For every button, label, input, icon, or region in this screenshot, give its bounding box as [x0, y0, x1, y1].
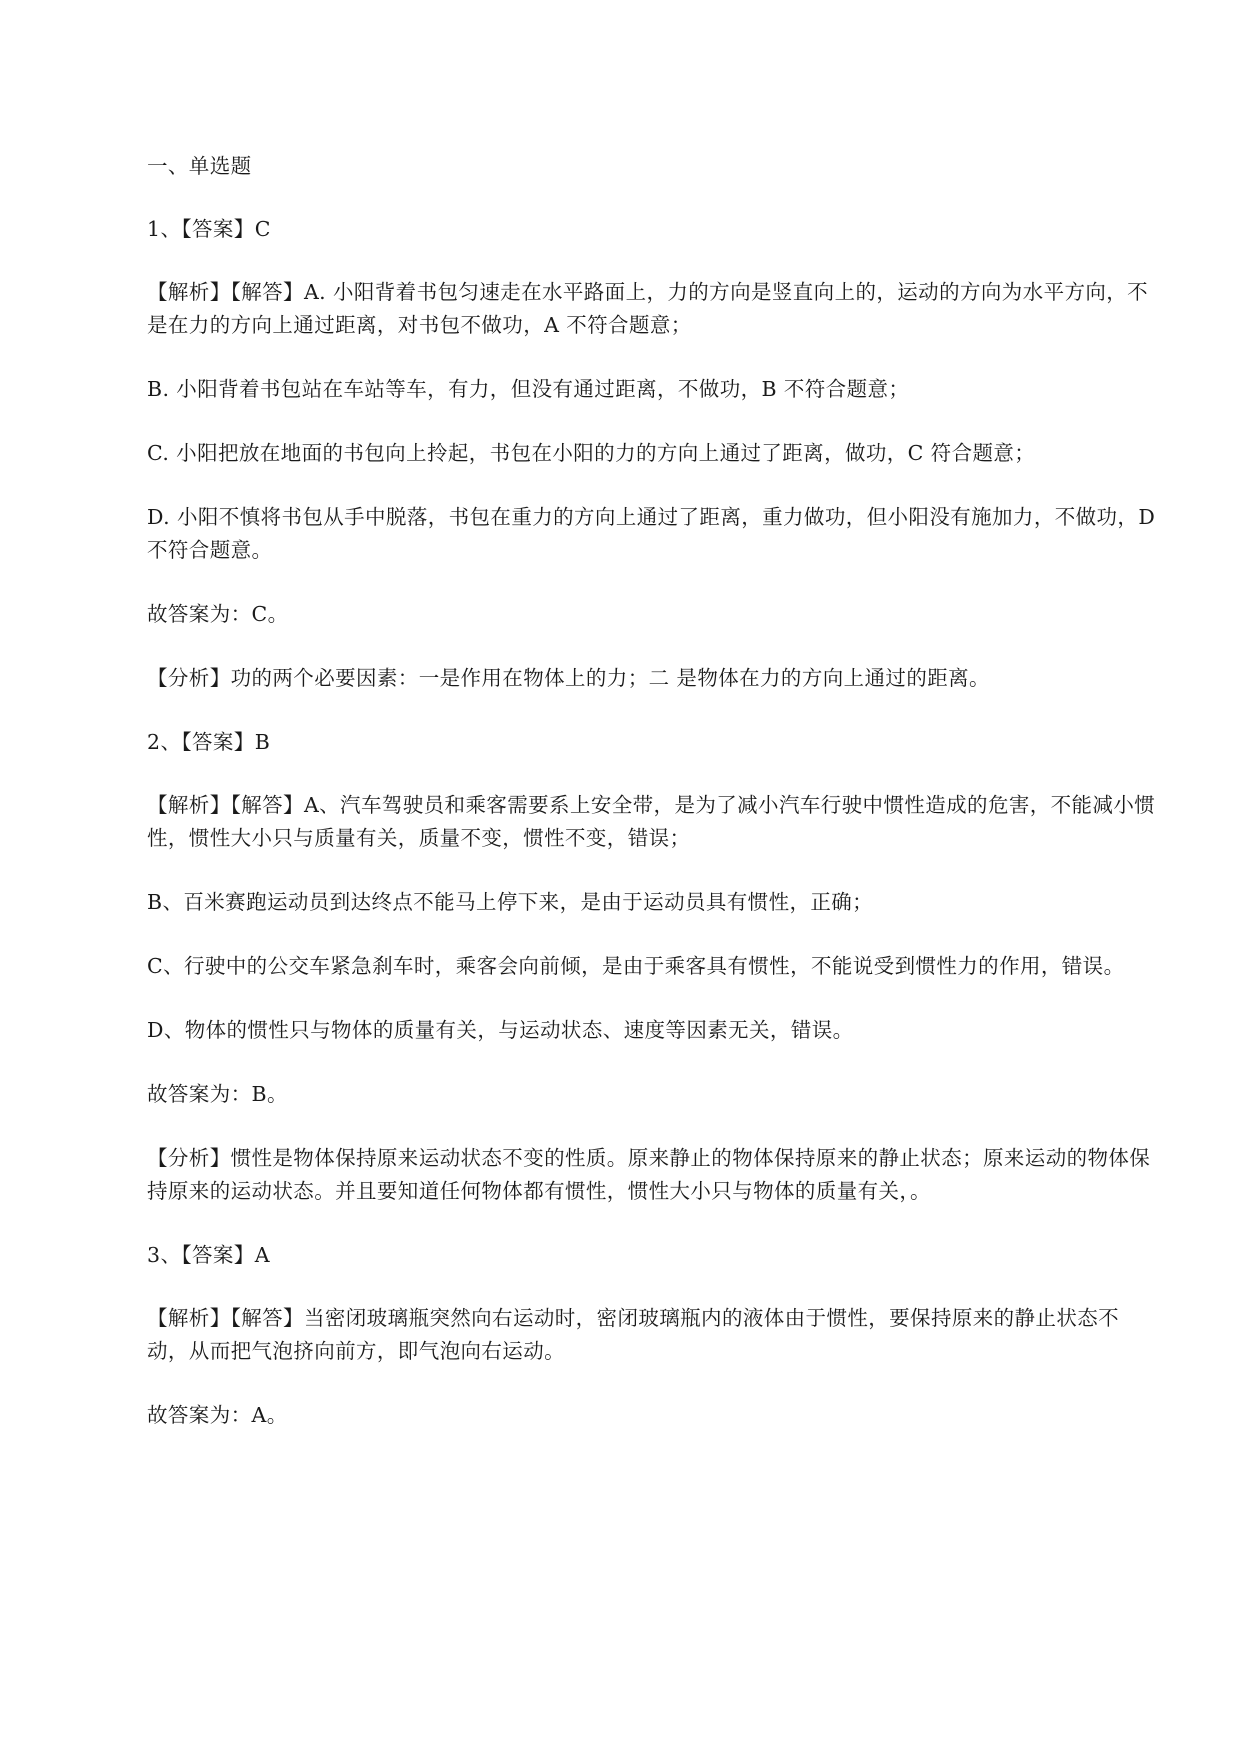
section-title: 一、单选题 — [147, 154, 252, 178]
answer-heading: 3、【答案】A — [147, 1243, 270, 1267]
answer-heading: 1、【答案】C — [147, 217, 271, 241]
option-explanation: C. 小阳把放在地面的书包向上拎起，书包在小阳的力的方向上通过了距离，做功，C 符合题意； — [147, 441, 1036, 465]
final-answer: 故答案为：C。 — [147, 602, 289, 626]
option-explanation: C、行驶中的公交车紧急刹车时，乘客会向前倾，是由于乘客具有惯性，不能说受到惯性力的作用，错误。 — [147, 954, 1125, 978]
explanation-paragraph: 【解析】【解答】当密闭玻璃瓶突然向右运动时，密闭玻璃瓶内的液体由于惯性，要保持原来的静止状态不动，从而把气泡挤向前方，即气泡向右运动。 — [147, 1306, 1120, 1363]
option-explanation: D、物体的惯性只与物体的质量有关，与运动状态、速度等因素无关，错误。 — [147, 1018, 854, 1042]
option-explanation: B. 小阳背着书包站在车站等车，有力，但没有通过距离，不做功，B 不符合题意； — [147, 377, 910, 401]
explanation-paragraph: 【解析】【解答】A、汽车驾驶员和乘客需要系上安全带，是为了减小汽车行驶中惯性造成的危害，不能减小惯性，惯性大小只与质量有关，质量不变，惯性不变，错误； — [147, 793, 1156, 850]
analysis-paragraph: 【分析】功的两个必要因素：一是作用在物体上的力；二 是物体在力的方向上通过的距离。 — [147, 666, 990, 690]
final-answer: 故答案为：A。 — [147, 1403, 288, 1427]
final-answer: 故答案为：B。 — [147, 1082, 288, 1106]
explanation-paragraph: 【解析】【解答】A. 小阳背着书包匀速走在水平路面上，力的方向是竖直向上的，运动的方向为水平方向，不是在力的方向上通过距离，对书包不做功，A 不符合题意； — [147, 280, 1149, 337]
option-explanation: B、百米赛跑运动员到达终点不能马上停下来，是由于运动员具有惯性，正确； — [147, 890, 874, 914]
option-explanation: D. 小阳不慎将书包从手中脱落，书包在重力的方向上通过了距离，重力做功，但小阳没有施加力，不做功，D 不符合题意。 — [147, 505, 1163, 562]
answer-heading: 2、【答案】B — [147, 730, 271, 754]
document-page — [147, 150, 1163, 1463]
analysis-paragraph: 【分析】惯性是物体保持原来运动状态不变的性质。原来静止的物体保持原来的静止状态；原来运动的物体保持原来的运动状态。并且要知道任何物体都有惯性，惯性大小只与物体的质量有关，。 — [147, 1146, 1151, 1203]
